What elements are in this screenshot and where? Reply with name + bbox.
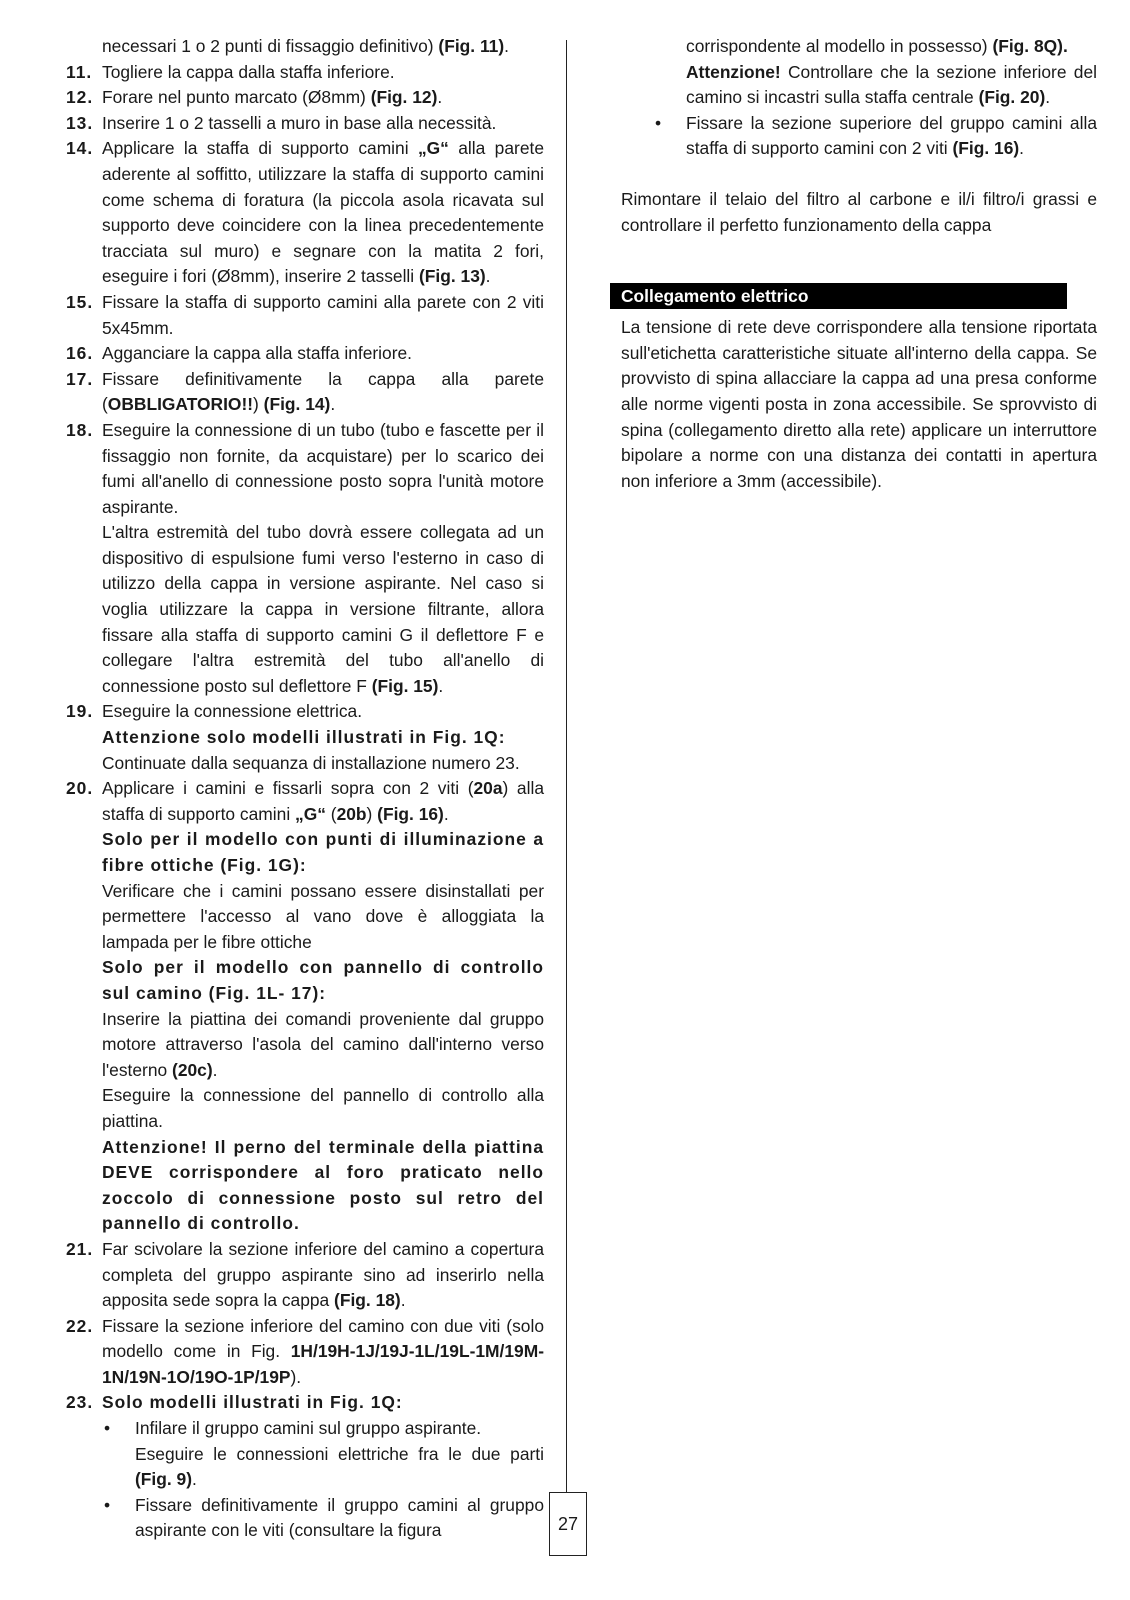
figure-ref: (Fig. 9) [135, 1469, 192, 1490]
step-number: 20. [66, 778, 94, 799]
step-text: Fissare definitivamente la cappa alla parete ( [102, 368, 544, 415]
text: . [1019, 138, 1024, 159]
ref-20c: (20c) [172, 1059, 213, 1080]
bullet-item [621, 111, 1097, 162]
connection-text: Eseguire la connessione del pannello di controllo alla piattina. [102, 1085, 544, 1131]
text: corrispondente al modello in possesso) [686, 36, 993, 56]
step-number: 16. [66, 343, 94, 364]
right-column [621, 34, 1097, 494]
text: . [438, 675, 444, 696]
step-19 [66, 699, 544, 725]
text: . [443, 803, 449, 824]
step-text: alla parete aderente al soffitto, utilizzare la staffa di supporto camini come schema di foratura (la piccola asola ricavata sul supporto deve coincidere con la linea precedentemente tracciata sul muro) e segnare con la matita 2 fori, eseguire i fori (Ø8mm), inserire 2 tasselli [102, 138, 544, 287]
step-14 [66, 136, 544, 290]
fiber-optic-text: Verificare che i camini possano essere disinstallati per permettere l'accesso al vano dove è alloggiata la lampada per le fibre ottiche [102, 880, 544, 952]
text: . [485, 266, 491, 287]
text: necessari 1 o 2 punti di fissaggio definitivo) [102, 36, 439, 56]
step-text: Applicare i camini e fissarli sopra con 2 viti ( [102, 778, 474, 799]
item-10-continuation [66, 34, 544, 60]
text: ) [366, 803, 378, 824]
figure-ref: (Fig. 15) [371, 675, 439, 696]
control-panel-heading: Solo per il modello con pannello di controllo sul camino (Fig. 1L- 17): [102, 957, 544, 1003]
figure-ref: (Fig. 18) [334, 1290, 401, 1311]
attention-label: Attenzione! [686, 61, 781, 82]
attention-note: Attenzione solo modelli illustrati in Fig. 1Q: [102, 727, 506, 748]
step-number: 18. [66, 419, 94, 440]
bullet-icon: • [655, 112, 662, 133]
step-13 [66, 111, 544, 137]
figure-ref: (Fig. 11) [438, 36, 505, 56]
text: L'altra estremità del tubo dovrà essere collegata ad un dispositivo di espulsione fumi verso l'esterno in caso di utilizzo della cappa in versione aspirante. Nel caso si voglia utilizzare la cappa in versione filtrante, allora fissare alla staffa di supporto camini G il deflettore F e collegare l'altra estremità del tubo all'anello di connessione posto sul deflettore F [102, 522, 544, 696]
ref-20b: 20b [336, 803, 367, 824]
step-12 [66, 85, 544, 111]
column-divider [566, 40, 567, 1517]
step-text: Inserire 1 o 2 tasselli a muro in base alla necessità. [102, 112, 497, 133]
step-11 [66, 60, 544, 86]
step-number: 23. [66, 1392, 94, 1413]
step-text: Solo modelli illustrati in Fig. 1Q: [102, 1392, 403, 1413]
text: ) [253, 394, 264, 415]
text: Controllare che la sezione inferiore del camino si incastri sulla staffa centrale [686, 61, 1097, 108]
step-number: 11. [66, 61, 93, 82]
text: . [212, 1059, 218, 1080]
text: . [192, 1469, 197, 1490]
figure-ref: (Fig. 8Q). [992, 36, 1068, 56]
mandatory-label: OBBLIGATORIO!! [107, 394, 254, 415]
bullet-continuation [621, 34, 1097, 111]
page-number: 27 [549, 1492, 587, 1556]
text: ) alla staffa di supporto camini [102, 778, 544, 824]
text: . [330, 394, 336, 415]
step-number: 13. [66, 112, 94, 133]
figure-ref: 1H/19H-1J/19J-1L/19L-1M/19M-1N/19N-1O/19O-1P/19P [102, 1341, 544, 1387]
bullet-icon: • [104, 1418, 111, 1439]
figure-ref: (Fig. 13) [419, 266, 486, 287]
spacer [621, 162, 1097, 187]
step-16 [66, 341, 544, 367]
step-number: 19. [66, 701, 94, 722]
step-number: 15. [66, 291, 94, 312]
step-text: Fissare la staffa di supporto camini alla parete con 2 viti 5x45mm. [102, 291, 544, 338]
step-number: 14. [66, 138, 94, 159]
bullet-text: Fissare la sezione superiore del gruppo camini alla staffa di supporto camini con 2 viti [686, 112, 1097, 159]
label-g: „G“ [295, 803, 326, 824]
step-text: Togliere la cappa dalla staffa inferiore. [102, 61, 395, 82]
spacer [621, 238, 1097, 283]
step-number: 22. [66, 1315, 94, 1336]
text: . [1045, 87, 1051, 108]
figure-ref: (Fig. 16) [952, 138, 1020, 159]
step-20 [66, 776, 544, 827]
step-18-paragraph [66, 520, 544, 699]
bullet-item [66, 1493, 544, 1544]
step-text: Fissare la sezione inferiore del camino con due viti (solo modello come in Fig. [102, 1315, 544, 1362]
step-text: Far scivolare la sezione inferiore del camino a copertura completa del gruppo aspirante sino ad inserirlo nella apposita sede sopra la cappa [102, 1238, 544, 1311]
step-text: Eseguire la connessione di un tubo (tubo e fascette per il fissaggio non fornite, da acquistare) per lo scarico dei fumi all'anello di connessione posto sopra l'unità motore aspirante. [102, 419, 544, 517]
step-18 [66, 418, 544, 520]
text: ( [325, 803, 337, 824]
reassembly-paragraph: Rimontare il telaio del filtro al carbone e il/i filtro/i grassi e controllare il perfetto funzionamento della cappa [621, 188, 1097, 235]
control-panel-text [66, 1007, 544, 1084]
label-g: „G“ [417, 138, 449, 159]
text: . [504, 36, 509, 56]
figure-ref: (Fig. 14) [263, 394, 331, 415]
left-column [66, 34, 544, 1544]
step-23 [66, 1390, 544, 1416]
ref-20a: 20a [473, 778, 503, 799]
section-heading: Collegamento elettrico [610, 283, 1067, 309]
step-number: 17. [66, 368, 94, 389]
step-22 [66, 1314, 544, 1391]
step-17 [66, 367, 544, 418]
step-15 [66, 290, 544, 341]
step-text: Agganciare la cappa alla staffa inferiore. [102, 343, 413, 364]
step-text: Forare nel punto marcato (Ø8mm) [102, 87, 371, 108]
bullet-text: Eseguire le connessioni elettriche fra le due parti [135, 1443, 544, 1464]
text: . [437, 87, 443, 108]
bullet-item [66, 1416, 544, 1493]
figure-ref: (Fig. 20) [978, 87, 1046, 108]
attention-pin-note: Attenzione! Il perno del terminale della piattina DEVE corrispondere al foro praticato nello zoccolo di connessione posto sul retro del pannello di controllo. [102, 1136, 544, 1234]
step-text: Eseguire la connessione elettrica. [102, 701, 363, 722]
step-number: 12. [66, 87, 94, 108]
electrical-paragraph: La tensione di rete deve corrispondere alla tensione riportata sull'etichetta caratteristiche situate all'interno della cappa. Se provvisto di spina allacciare la cappa ad una presa conforme alle norme vigenti posta in zona accessibile. Se sprovvisto di spina (collegamento diretto alla rete) applicare un interruttore bipolare a norme con una distanza dei contatti in apertura non inferiore a 3mm (accessibile). [621, 317, 1097, 491]
step-21 [66, 1237, 544, 1314]
text: ). [290, 1366, 302, 1387]
figure-ref: (Fig. 12) [370, 87, 438, 108]
fiber-optic-heading: Solo per il modello con punti di illuminazione a fibre ottiche (Fig. 1G): [102, 829, 544, 875]
text: Inserire la piattina dei comandi proveniente dal gruppo motore attraverso l'asola del camino dall'interno verso l'esterno [102, 1008, 544, 1080]
text: . [400, 1290, 406, 1311]
step-text: Applicare la staffa di supporto camini [102, 138, 418, 159]
bullet-text: Fissare definitivamente il gruppo camini al gruppo aspirante con le viti (consultare la figura [135, 1494, 544, 1541]
continue-note: Continuate dalla sequanza di installazione numero 23. [102, 752, 520, 773]
bullet-icon: • [104, 1494, 111, 1515]
step-number: 21. [66, 1238, 94, 1259]
bullet-text: Infilare il gruppo camini sul gruppo aspirante. [135, 1418, 482, 1439]
figure-ref: (Fig. 16) [377, 803, 444, 824]
